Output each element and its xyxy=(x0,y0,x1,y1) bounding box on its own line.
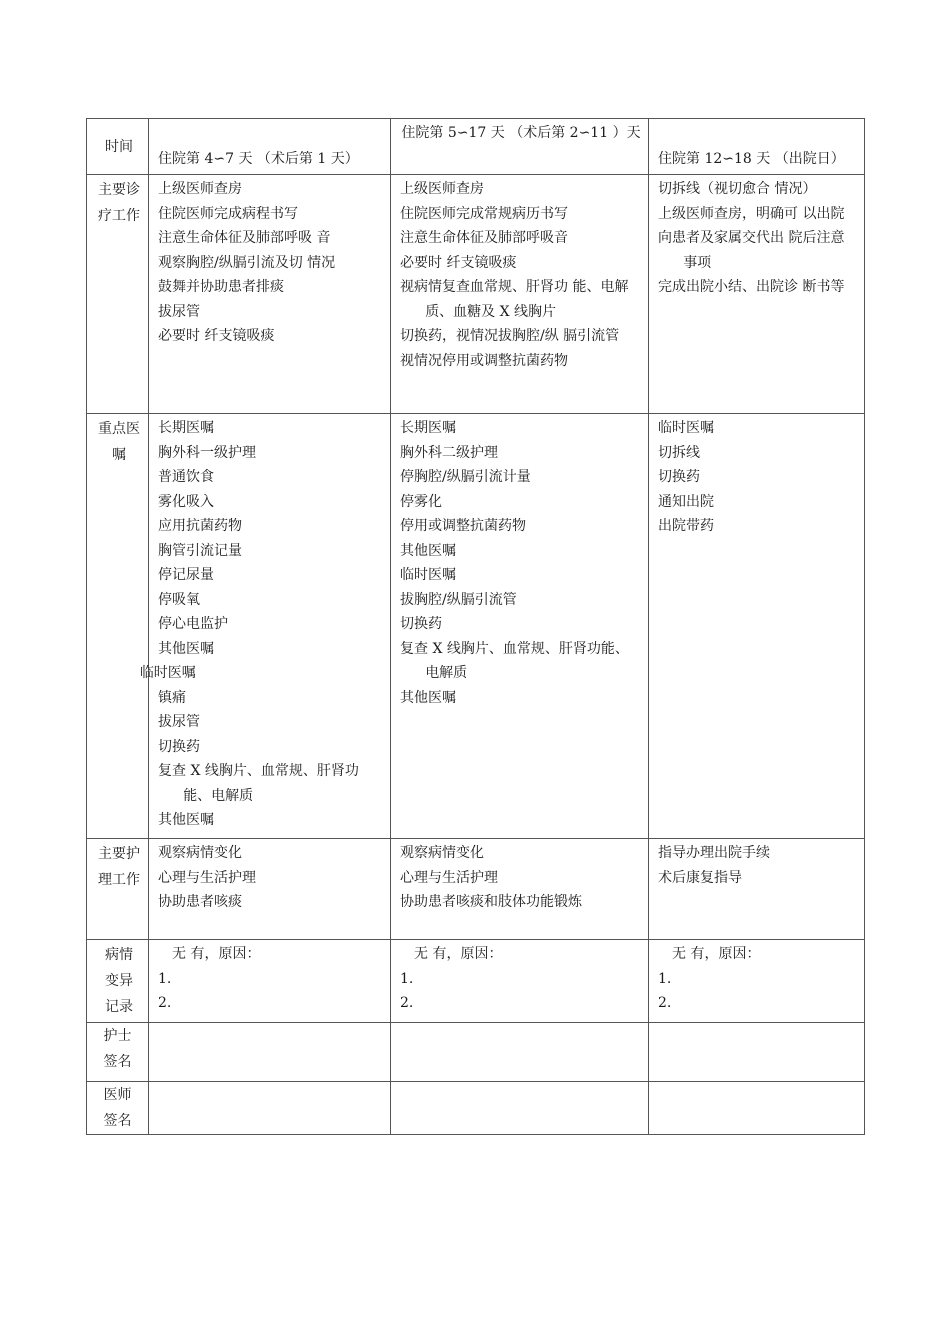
variation-col1 xyxy=(149,940,391,1023)
list-item: 应用抗菌药物 xyxy=(158,518,242,534)
list-item: 观察胸腔/纵膈引流及切 情况 xyxy=(158,254,336,271)
variation-item-2: 2. xyxy=(658,995,672,1011)
list-item: 临时医嘱 xyxy=(658,420,714,436)
list-item: 必要时 纤支镜吸痰 xyxy=(158,328,275,344)
list-item: 雾化吸入 xyxy=(158,493,214,510)
list-item: 上级医师查房 xyxy=(400,181,484,197)
list-item: 拔尿管 xyxy=(158,714,200,730)
nursing-col2 xyxy=(391,839,649,940)
list-item: 住院医师完成常规病历书写 xyxy=(400,205,568,222)
list-item: 停心电监护 xyxy=(158,616,228,632)
list-item: 其他医嘱 xyxy=(158,640,214,657)
variation-item-1: 1. xyxy=(158,970,172,987)
list-item: 完成出院小结、出院诊 断书等 xyxy=(658,279,845,295)
list-item: 心理与生活护理 xyxy=(158,869,256,886)
list-item: 停记尿量 xyxy=(158,567,214,583)
doctor-signature-col3[interactable] xyxy=(649,1082,865,1135)
variation-col2 xyxy=(391,940,649,1023)
list-item: 视情况停用或调整抗菌药物 xyxy=(400,352,568,369)
variation-col3 xyxy=(649,940,865,1023)
list-item: 临时医嘱 xyxy=(400,567,456,583)
main-work-col3 xyxy=(649,175,865,414)
main-work-col2 xyxy=(391,175,649,414)
list-item: 拔胸腔/纵膈引流管 xyxy=(400,591,517,608)
list-item: 注意生命体征及肺部呼吸 音 xyxy=(158,230,331,246)
nursing-col3 xyxy=(649,839,865,940)
list-item: 其他医嘱 xyxy=(158,812,214,828)
list-item: 其他医嘱 xyxy=(400,689,456,706)
list-item: 切换药 xyxy=(158,738,200,755)
doctor-signature-col1[interactable] xyxy=(149,1082,391,1135)
list-item: 胸管引流记量 xyxy=(158,542,242,559)
list-item: 切拆线 xyxy=(658,444,700,461)
nurse-signature-label: 护士签名 xyxy=(87,1023,149,1082)
variation-item-2: 2. xyxy=(158,995,172,1011)
list-item: 住院医师完成病程书写 xyxy=(158,205,298,222)
nurse-signature-row xyxy=(87,1023,865,1082)
list-item: 长期医嘱 xyxy=(400,420,456,436)
time-label: 时间 xyxy=(87,119,149,175)
main-work-label: 主要诊 疗工作 xyxy=(87,175,149,414)
list-item: 停吸氧 xyxy=(158,591,200,608)
list-item: 心理与生活护理 xyxy=(400,869,498,886)
key-orders-col3 xyxy=(649,414,865,839)
list-item: 切换药 xyxy=(400,616,442,632)
variation-reason: 无 有，原因： xyxy=(672,946,761,962)
variation-label: 病情 变异 记录 xyxy=(87,940,149,1023)
list-item: 切拆线（视切愈合 情况） xyxy=(658,181,817,197)
nursing-row xyxy=(87,839,865,940)
header-row xyxy=(87,119,865,175)
list-item: 协助患者咳痰 xyxy=(158,894,242,910)
list-item: 鼓舞并协助患者排痰 xyxy=(158,279,284,295)
list-item: 胸外科一级护理 xyxy=(158,444,256,461)
list-item: 向患者及家属交代出 院后注意事项 xyxy=(658,230,845,271)
list-item: 切换药，视情况拔胸腔/纵 膈引流管 xyxy=(400,328,620,344)
list-item: 注意生命体征及肺部呼吸音 xyxy=(400,230,568,246)
list-item: 复查 X 线胸片、血常规、肝肾功能、电解质 xyxy=(400,640,629,681)
nurse-signature-col1[interactable] xyxy=(149,1023,391,1082)
list-item: 其他医嘱 xyxy=(400,542,456,559)
list-item: 术后康复指导 xyxy=(658,869,742,886)
list-item: 普通饮食 xyxy=(158,469,214,485)
key-orders-col1 xyxy=(139,414,391,839)
main-work-col1 xyxy=(149,175,391,414)
variation-row xyxy=(87,940,865,1023)
list-item: 协助患者咳痰和肢体功能锻炼 xyxy=(400,894,582,910)
list-item: 上级医师查房 xyxy=(158,181,242,197)
variation-reason: 无 有，原因： xyxy=(414,946,503,962)
list-item: 上级医师查房，明确可 以出院 xyxy=(658,205,845,222)
column-header-day5-17: 住院第 5∽17 天 （术后第 2∽11 ）天 xyxy=(391,119,649,175)
list-item: 长期医嘱 xyxy=(158,420,214,436)
list-item: 指导办理出院手续 xyxy=(658,845,770,861)
main-work-row xyxy=(87,175,865,414)
list-item: 必要时 纤支镜吸痰 xyxy=(400,254,517,271)
list-item: 复查 X 线胸片、血常规、肝肾功能、电解质 xyxy=(158,763,359,804)
list-item: 胸外科二级护理 xyxy=(400,444,498,461)
list-item: 停胸腔/纵膈引流计量 xyxy=(400,469,531,485)
doctor-signature-row xyxy=(87,1082,865,1135)
list-item: 观察病情变化 xyxy=(158,845,242,861)
clinical-pathway-table xyxy=(86,118,865,1135)
variation-reason: 无 有，原因： xyxy=(172,946,261,962)
list-item: 切换药 xyxy=(658,469,700,485)
doctor-signature-col2[interactable] xyxy=(391,1082,649,1135)
list-item: 视病情复查血常规、肝肾功 能、电解质、血糖及 X 线胸片 xyxy=(400,279,629,320)
nursing-label: 主要护理工作 xyxy=(87,839,149,940)
variation-item-1: 1. xyxy=(400,970,414,987)
list-item: 停雾化 xyxy=(400,493,442,510)
key-orders-label: 重点医 嘱 xyxy=(87,414,149,839)
nurse-signature-col2[interactable] xyxy=(391,1023,649,1082)
list-item: 观察病情变化 xyxy=(400,845,484,861)
doctor-signature-label: 医师签名 xyxy=(87,1082,149,1135)
list-item: 出院带药 xyxy=(658,518,714,534)
column-header-day12-18: 住院第 12∽18 天 （出院日） xyxy=(649,119,865,175)
list-item: 拔尿管 xyxy=(158,303,200,320)
variation-item-2: 2. xyxy=(400,995,414,1011)
column-header-day4-7: 住院第 4∽7 天 （术后第 1 天） xyxy=(149,119,391,175)
nurse-signature-col3[interactable] xyxy=(649,1023,865,1082)
key-orders-row xyxy=(87,414,865,839)
list-item: 停用或调整抗菌药物 xyxy=(400,518,526,534)
list-item: 临时医嘱 xyxy=(139,665,196,681)
key-orders-col2 xyxy=(391,414,649,839)
list-item: 通知出院 xyxy=(658,493,714,510)
variation-item-1: 1. xyxy=(658,970,672,987)
nursing-col1 xyxy=(149,839,391,940)
list-item: 镇痛 xyxy=(158,689,186,706)
